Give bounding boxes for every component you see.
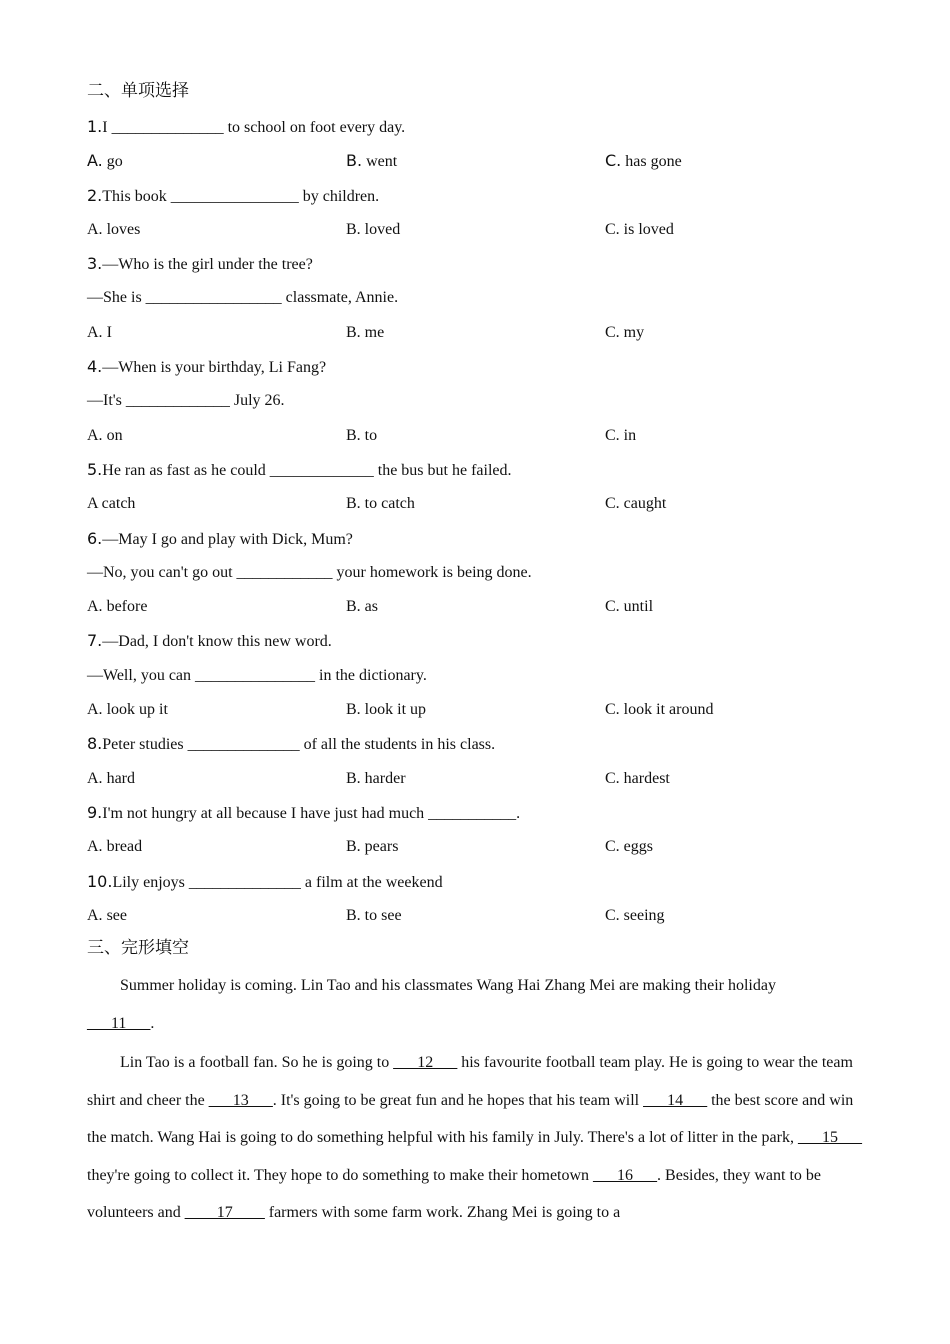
question-text: This book ________________ by children. xyxy=(102,187,380,205)
question-line xyxy=(87,384,867,418)
question-text: I ______________ to school on foot every day. xyxy=(102,119,406,136)
option-text: I xyxy=(106,323,112,341)
option-c xyxy=(605,316,644,350)
text: Summer holiday is coming. Lin Tao and his classmates Wang Hai Zhang Mei are making their holiday xyxy=(120,977,776,995)
option-b xyxy=(346,419,377,453)
options-row xyxy=(87,762,867,796)
option-text: loves xyxy=(106,220,141,238)
options-row xyxy=(87,213,867,247)
text: . It's going to be great fun and he hopes that his team will xyxy=(272,1091,644,1109)
option-letter: A. xyxy=(87,220,103,238)
option-text: look it around xyxy=(623,701,714,719)
question-text: —Who is the girl under the tree? xyxy=(102,256,313,274)
option-letter: A. xyxy=(87,151,103,171)
option-text: went xyxy=(366,153,398,171)
option-letter: B. xyxy=(346,701,361,719)
question-text: —Dad, I don't know this new word. xyxy=(102,633,332,651)
option-letter: A. xyxy=(87,598,103,616)
option-letter: C. xyxy=(605,701,620,719)
blank-14: ___14___ xyxy=(643,1091,708,1109)
text: . xyxy=(150,1014,155,1032)
option-letter: A. xyxy=(87,701,103,719)
option-letter: B. xyxy=(346,426,361,444)
question-number: 2. xyxy=(87,185,103,205)
question-stem xyxy=(87,179,867,213)
options-row xyxy=(87,316,867,350)
text: the best score and win the match. Wang Hai is going to do something helpful with his family in July. There's a lot of litter in the park, xyxy=(87,1091,854,1147)
text: Lin Tao is a football fan. So he is going to xyxy=(120,1054,394,1072)
options-row xyxy=(87,487,867,521)
question-stem xyxy=(87,624,867,658)
option-text: my xyxy=(623,323,645,341)
option-c xyxy=(605,144,682,179)
option-text: to catch xyxy=(364,495,415,513)
question-number: 10. xyxy=(87,871,113,891)
question-stem xyxy=(87,110,867,144)
option-a xyxy=(87,762,135,796)
option-letter: C. xyxy=(605,769,620,787)
question-text: Peter studies ______________ of all the students in his class. xyxy=(102,736,496,754)
option-letter: B. xyxy=(346,151,363,171)
cloze-paragraph-1 xyxy=(87,967,863,1042)
question-text: —May I go and play with Dick, Mum? xyxy=(102,530,353,548)
question-text: —She is _________________ classmate, Annie. xyxy=(87,289,399,307)
option-text: to xyxy=(364,426,378,444)
cloze-passage xyxy=(87,967,863,1232)
option-letter: B. xyxy=(346,838,361,856)
options-row xyxy=(87,899,867,933)
question-number: 4. xyxy=(87,357,103,377)
question-number: 5. xyxy=(87,459,103,479)
option-text: look it up xyxy=(364,701,427,719)
blank-16: ___16___ xyxy=(593,1166,658,1184)
question-number: 1. xyxy=(87,117,103,136)
question-text: —No, you can't go out ____________ your homework is being done. xyxy=(87,563,532,581)
question-line xyxy=(87,659,867,693)
question-text: —Well, you can _______________ in the dictionary. xyxy=(87,666,427,684)
question-stem xyxy=(87,453,867,487)
option-text: hard xyxy=(106,769,135,787)
blank-17: ____17____ xyxy=(184,1204,265,1222)
option-a xyxy=(87,316,112,350)
option-text: on xyxy=(106,426,123,444)
option-letter: A xyxy=(87,495,102,513)
option-a xyxy=(87,899,127,933)
option-text: in xyxy=(623,426,637,444)
option-c xyxy=(605,830,653,864)
option-c xyxy=(605,419,636,453)
option-letter: C. xyxy=(605,151,622,171)
blank-15: ___15___ xyxy=(797,1129,862,1147)
option-text: before xyxy=(106,598,148,616)
option-text: seeing xyxy=(623,906,665,924)
option-text: as xyxy=(364,598,378,616)
options-row xyxy=(87,144,867,178)
question-number: 9. xyxy=(87,802,103,822)
question-stem xyxy=(87,796,867,830)
document-page xyxy=(87,76,867,1232)
option-text: has gone xyxy=(625,153,682,171)
option-b xyxy=(346,316,384,350)
option-text: is loved xyxy=(623,220,674,238)
option-text: me xyxy=(364,323,385,341)
option-c xyxy=(605,487,666,521)
option-text: loved xyxy=(364,220,401,238)
option-letter: B. xyxy=(346,598,361,616)
option-c xyxy=(605,590,653,624)
cloze-paragraph-2 xyxy=(87,1044,863,1232)
option-text: see xyxy=(106,906,127,924)
option-b xyxy=(346,830,398,864)
option-text: go xyxy=(106,153,123,171)
option-letter: A. xyxy=(87,426,103,444)
section3-title: 三、完形填空 xyxy=(87,938,189,959)
option-letter: A. xyxy=(87,769,103,787)
question-text: He ran as fast as he could _____________ the bus but he failed. xyxy=(102,461,512,479)
option-b xyxy=(346,693,426,727)
text: . Besides, they want to be volunteers and xyxy=(87,1166,822,1222)
option-c xyxy=(605,899,665,933)
option-letter: B. xyxy=(346,906,361,924)
blank-11: ___11___ xyxy=(87,1014,151,1032)
question-list xyxy=(87,110,867,933)
question-line xyxy=(87,281,867,315)
option-letter: A. xyxy=(87,323,103,341)
question-stem xyxy=(87,522,867,556)
option-text: until xyxy=(623,598,654,616)
text: farmers with some farm work. Zhang Mei is going to a xyxy=(264,1204,621,1222)
option-b xyxy=(346,762,406,796)
option-text: hardest xyxy=(623,769,670,787)
option-letter: C. xyxy=(605,220,620,238)
option-a xyxy=(87,487,135,521)
option-b xyxy=(346,590,378,624)
option-letter: C. xyxy=(605,323,620,341)
option-c xyxy=(605,693,713,727)
option-b xyxy=(346,487,415,521)
question-number: 6. xyxy=(87,528,103,548)
question-number: 3. xyxy=(87,254,103,274)
option-text: catch xyxy=(101,495,136,513)
option-b xyxy=(346,899,402,933)
question-stem xyxy=(87,865,867,899)
option-letter: B. xyxy=(346,323,361,341)
option-b xyxy=(346,144,397,179)
option-letter: A. xyxy=(87,838,103,856)
options-row xyxy=(87,590,867,624)
option-text: harder xyxy=(364,769,406,787)
option-letter: B. xyxy=(346,495,361,513)
option-letter: C. xyxy=(605,906,620,924)
option-letter: C. xyxy=(605,426,620,444)
question-stem xyxy=(87,247,867,281)
option-text: bread xyxy=(106,838,143,856)
question-line xyxy=(87,556,867,590)
options-row xyxy=(87,419,867,453)
option-letter: B. xyxy=(346,769,361,787)
option-a xyxy=(87,590,147,624)
option-text: to see xyxy=(364,906,402,924)
option-letter: C. xyxy=(605,838,620,856)
text: his favourite football team play. He is going to wear the team shirt and cheer the xyxy=(87,1054,853,1109)
question-stem xyxy=(87,350,867,384)
text: they're going to collect it. They hope to do something to make their hometown xyxy=(87,1166,594,1184)
question-text: Lily enjoys ______________ a film at the weekend xyxy=(112,873,443,891)
option-text: caught xyxy=(623,495,667,513)
blank-13: ___13___ xyxy=(208,1091,273,1109)
option-c xyxy=(605,762,670,796)
option-b xyxy=(346,213,400,247)
option-letter: A. xyxy=(87,906,103,924)
option-a xyxy=(87,419,123,453)
options-row xyxy=(87,693,867,727)
option-text: eggs xyxy=(623,838,653,856)
option-a xyxy=(87,830,142,864)
question-text: —When is your birthday, Li Fang? xyxy=(102,359,327,377)
option-a xyxy=(87,144,123,179)
option-a xyxy=(87,693,168,727)
option-letter: C. xyxy=(605,495,620,513)
option-c xyxy=(605,213,674,247)
blank-12: ___12___ xyxy=(393,1054,458,1072)
question-stem xyxy=(87,727,867,761)
question-text: —It's _____________ July 26. xyxy=(87,392,285,410)
section2-title: 二、单项选择 xyxy=(87,81,189,101)
option-text: look up it xyxy=(106,701,168,719)
question-text: I'm not hungry at all because I have just had much ___________. xyxy=(102,804,521,822)
option-letter: B. xyxy=(346,220,361,238)
option-letter: C. xyxy=(605,598,620,616)
option-text: pears xyxy=(364,838,399,856)
question-number: 8. xyxy=(87,734,103,754)
options-row xyxy=(87,830,867,864)
question-number: 7. xyxy=(87,631,103,651)
option-a xyxy=(87,213,140,247)
